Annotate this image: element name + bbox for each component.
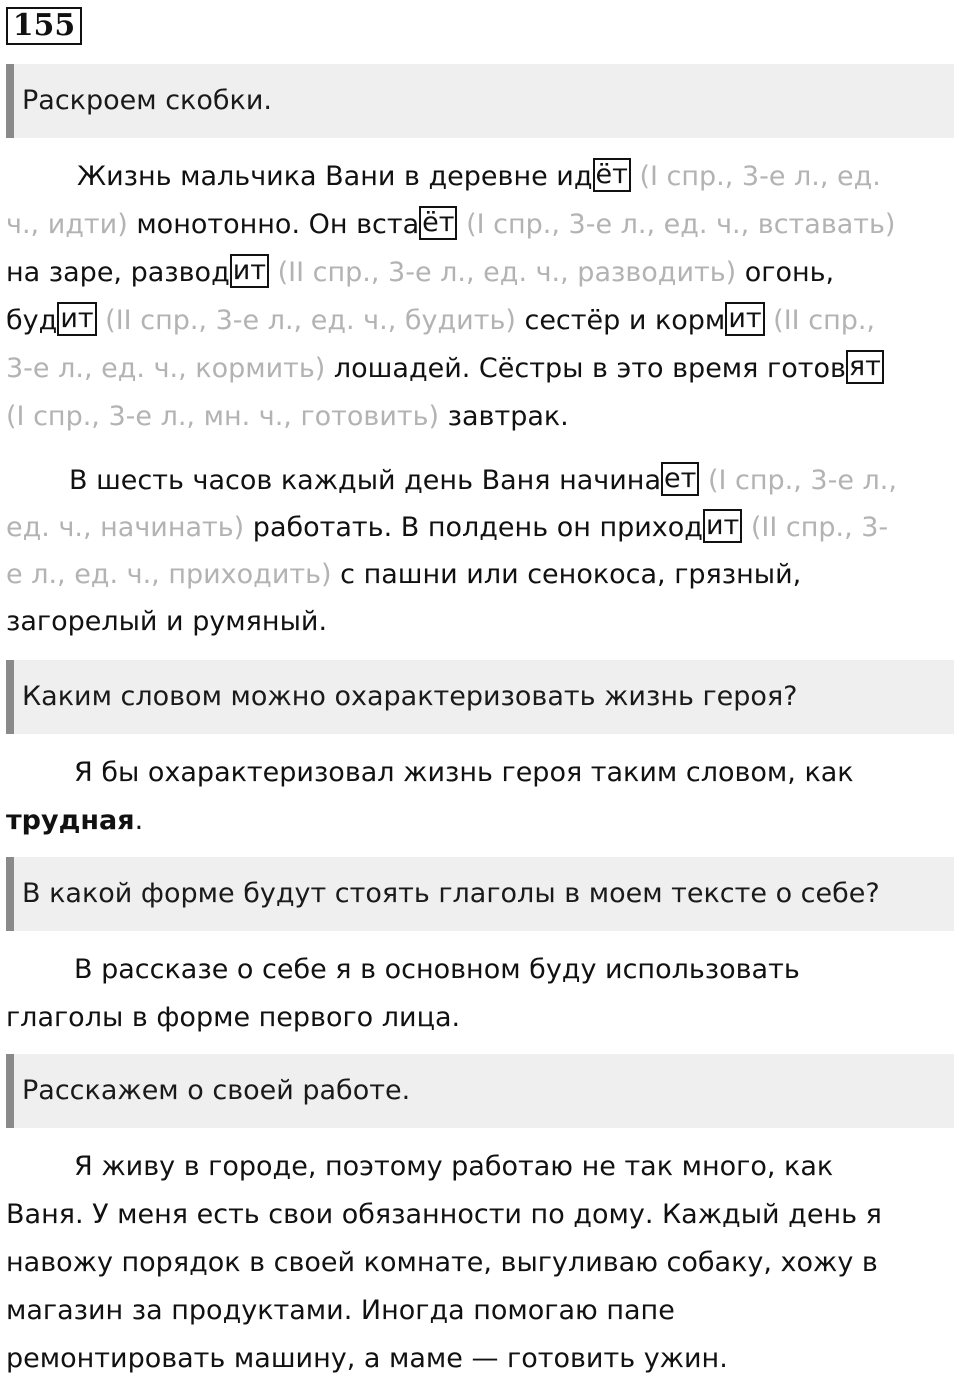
- grammar-note: (I спр., 3-е л., ед. ч., вставать): [457, 209, 896, 240]
- text-line: (I спр., 3-е л., мн. ч., готовить) завтрак.: [6, 401, 569, 432]
- ending-box: ит: [57, 302, 96, 336]
- ending-box: ит: [703, 509, 742, 543]
- text-line: ч., идти) монотонно. Он вста ёт (I спр., 3-е л., ед. ч., вставать): [6, 207, 896, 240]
- answer-line: глаголы в форме первого лица.: [6, 1002, 461, 1033]
- task-number: 155: [6, 7, 82, 45]
- grammar-note: (II спр., 3-е л., ед. ч., разводить): [269, 257, 737, 288]
- answer-line: Ваня. У меня есть свои обязанности по дому. Каждый день я: [6, 1199, 882, 1230]
- grammar-note: (II спр.,: [764, 305, 876, 336]
- answer-line: Я бы охарактеризовал жизнь героя таким словом, как: [74, 757, 854, 788]
- grammar-note: (II спр., 3-е л., ед. ч., будить): [96, 305, 516, 336]
- grammar-note: 3-е л., ед. ч., кормить): [6, 353, 326, 384]
- answer-line: Я живу в городе, поэтому работаю не так много, как: [74, 1151, 834, 1182]
- answer-keyword: трудная: [6, 805, 135, 836]
- text-line: е л., ед. ч., приходить) с пашни или сенокоса, грязный,: [6, 559, 802, 590]
- ending-box: ит: [230, 254, 269, 288]
- text-line: Жизнь мальчика Вани в деревне ид ёт (I спр., 3-е л., ед.: [77, 159, 881, 192]
- question-bar-verb-form: В какой форме будут стоять глаголы в моем тексте о себе?: [6, 857, 954, 931]
- ending-box: ит: [725, 302, 764, 336]
- ending-box: ет: [661, 462, 699, 496]
- answer-line: ремонтировать машину, а маме — готовить ужин.: [6, 1343, 728, 1374]
- question-bar-open-brackets: Раскроем скобки.: [6, 64, 954, 138]
- grammar-note: ч., идти): [6, 209, 128, 240]
- grammar-note: (I спр., 3-е л., мн. ч., готовить): [6, 401, 440, 432]
- grammar-note: е л., ед. ч., приходить): [6, 559, 332, 590]
- answer-line: навожу порядок в своей комнате, выгуливаю собаку, хожу в: [6, 1247, 878, 1278]
- question-bar-characterize: Каким словом можно охарактеризовать жизнь героя?: [6, 660, 954, 734]
- answer-line: магазин за продуктами. Иногда помогаю папе: [6, 1295, 675, 1326]
- grammar-note: ед. ч., начинать): [6, 512, 245, 543]
- text-line: на заре, развод ит (II спр., 3-е л., ед. ч., разводить) огонь,: [6, 255, 835, 288]
- grammar-note: (I спр., 3-е л., ед.: [630, 161, 881, 192]
- question-bar-own-work: Расскажем о своей работе.: [6, 1054, 954, 1128]
- ending-box: ёт: [419, 206, 457, 240]
- ending-box: ёт: [593, 158, 631, 192]
- ending-box: ят: [846, 350, 884, 384]
- grammar-note: (I спр., 3-е л.,: [699, 465, 897, 496]
- grammar-note: (II спр., 3-: [742, 512, 889, 543]
- answer-line: В рассказе о себе я в основном буду использовать: [74, 954, 800, 985]
- text-line: В шесть часов каждый день Ваня начина ет (I спр., 3-е л.,: [69, 463, 897, 496]
- text-line: 3-е л., ед. ч., кормить) лошадей. Сёстры в это время готов ят: [6, 349, 884, 389]
- answer-line: трудная.: [6, 805, 144, 836]
- text-line: ед. ч., начинать) работать. В полдень он приход ит (II спр., 3-: [6, 510, 889, 543]
- text-line: загорелый и румяный.: [6, 606, 328, 637]
- text-line: буд ит (II спр., 3-е л., ед. ч., будить) сестёр и корм ит (II спр.,: [6, 303, 876, 336]
